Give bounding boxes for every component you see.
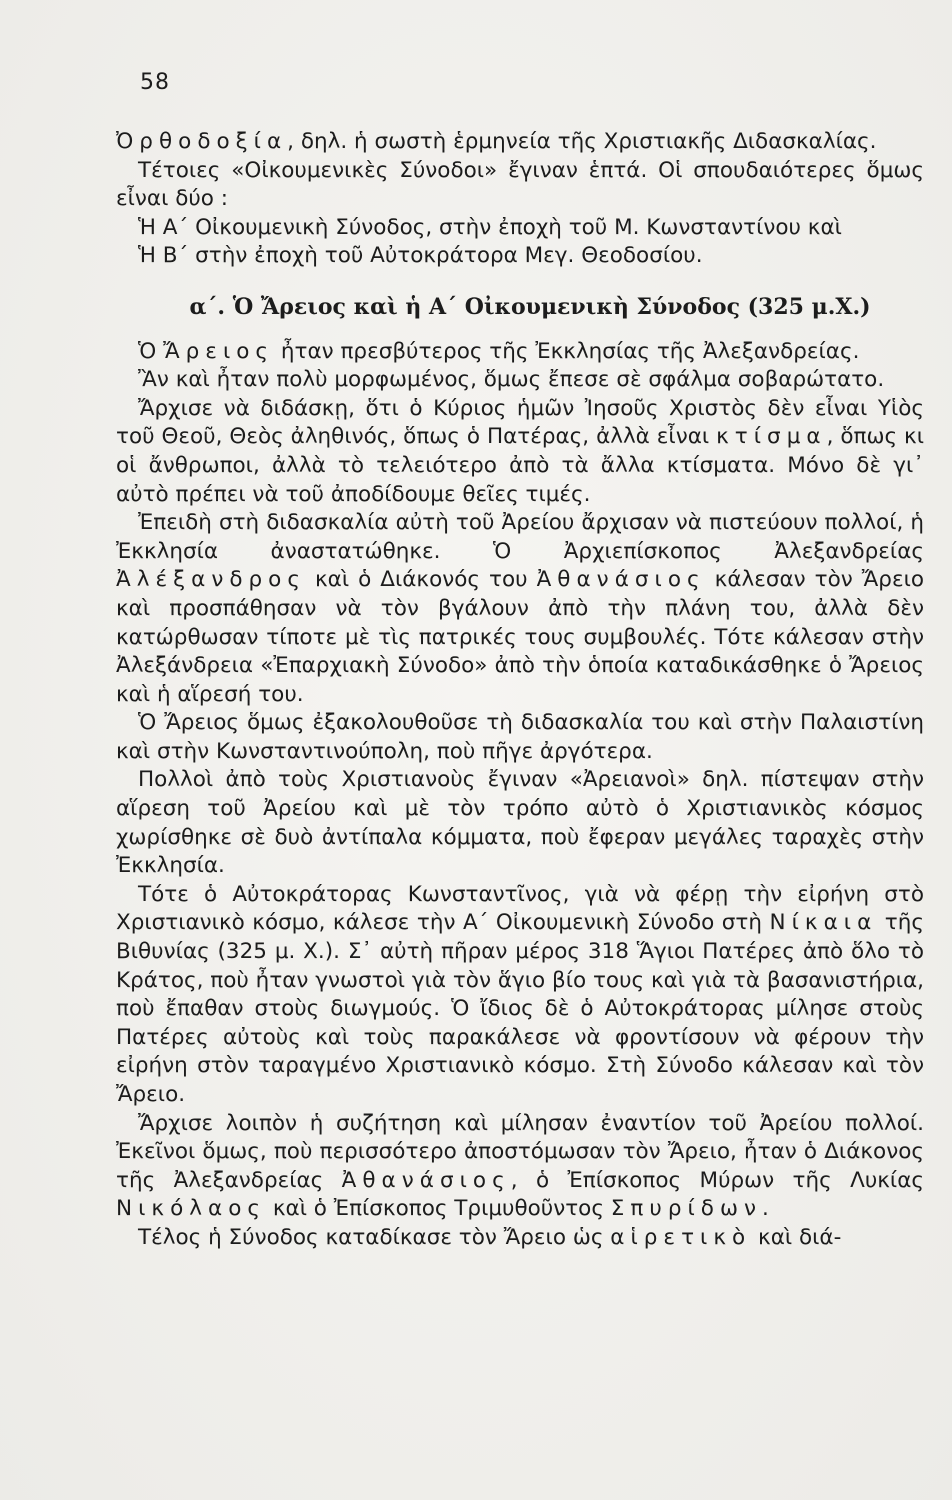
intro-paragraph-2: Τέτοιες «Οἰκουμενικὲς Σύνοδοι» ἔγιναν ἑπτά. Οἱ σπουδαιότερες ὅμως εἶναι δύο : bbox=[116, 157, 924, 212]
paragraph: Ὁ Ἄρειος ἦταν πρεσβύτερος τῆς Ἐκκλησίας τῆς Ἀλεξανδρείας. bbox=[138, 338, 860, 364]
paragraph: Τότε ὁ Αὐτοκράτορας Κωνσταντῖνος, γιὰ νὰ φέρῃ τὴν εἰρήνη στὸ Χριστιανικὸ κόσμο, κάλεσε τὴν Α΄ Οἰκουμενικὴ Σύνοδο στὴ Νίκαια τῆς Βιθυνίας (325 μ. Χ.). Σ᾽ αὐτὴ πῆραν μέρος 318 Ἅγιοι Πατέρες ἀπὸ ὅλο τὸ Κράτος, ποὺ ἦταν γνωστοὶ γιὰ τὸν ἅγιο βίο τους καὶ γιὰ τὰ βασανιστήρια, ποὺ ἔπαθαν στοὺς διωγμούς. Ὁ ἴδιος δὲ ὁ Αὐτοκράτορας μίλησε στοὺς Πατέρες αὐτοὺς καὶ τοὺς παρακάλεσε νὰ φροντίσουν νὰ φέρουν τὴν εἰρήνη στὸν ταραγμένο Χριστιανικὸ κόσμο. Στὴ Σύνοδο κάλεσαν καὶ τὸν Ἄρειο. bbox=[116, 881, 924, 1107]
paragraph: Πολλοὶ ἀπὸ τοὺς Χριστιανοὺς ἔγιναν «Ἀρειανοὶ» δηλ. πίστεψαν στὴν αἵρεση τοῦ Ἀρείου καὶ μὲ τὸν τρόπο αὐτὸ ὁ Χριστιανικὸς κόσμος χωρίσθηκε σὲ δυὸ ἀντίπαλα κόμματα, ποὺ ἔφεραν μεγάλες ταραχὲς στὴν Ἐκκλησία. bbox=[116, 767, 924, 879]
intro-item-2: Ἡ Β΄ στὴν ἐποχὴ τοῦ Αὐτοκράτορα Μεγ. Θεοδοσίου. bbox=[138, 243, 703, 269]
paragraph: Ἄρχισε νὰ διδάσκῃ, ὅτι ὁ Κύριος ἡμῶν Ἰησοῦς Χριστὸς δὲν εἶναι Υἱὸς τοῦ Θεοῦ, Θεὸς ἀληθινός, ὅπως ὁ Πατέρας, ἀλλὰ εἶναι κτίσμα, ὅπως κι οἱ ἄνθρωποι, ἀλλὰ τὸ τελειότερο ἀπὸ τὰ ἄλλα κτίσματα. Μόνο δὲ γι᾽ αὐτὸ πρέπει νὰ τοῦ ἀποδίδουμε θεῖες τιμές. bbox=[116, 395, 925, 507]
paragraph: Ἐπειδὴ στὴ διδασκαλία αὐτὴ τοῦ Ἀρείου ἄρχισαν νὰ πιστεύουν πολλοί, ἡ Ἐκκλησία ἀναστατώθηκε. Ὁ Ἀρχιεπίσκοπος Ἀλεξανδρείας Ἀλέξανδρος καὶ ὁ Διάκονός του Ἀθανάσιος κάλεσαν τὸν Ἄρειο καὶ προσπάθησαν νὰ τὸν βγάλουν ἀπὸ τὴν πλάνη του, ἀλλὰ δὲν κατώρθωσαν τίποτε μὲ τὶς πατρικές τους συμβουλές. Τότε κάλεσαν στὴν Ἀλεξάνδρεια «Ἐπαρχιακὴ Σύνοδο» ἀπὸ τὴν ὁποία καταδικάσθηκε ὁ Ἄρειος καὶ ἡ αἵρεσή του. bbox=[116, 510, 924, 707]
paragraph: Ἂν καὶ ἦταν πολὺ μορφωμένος, ὅμως ἔπεσε σὲ σφάλμα σοβαρώτατο. bbox=[138, 367, 885, 393]
spaced-term: Ὀρθοδοξία bbox=[116, 129, 288, 154]
section-heading: α΄. Ὁ Ἄρειος καὶ ἡ Α΄ Οἰκουμενικὴ Σύνοδος (325 μ.Χ.) bbox=[189, 293, 871, 320]
body-text bbox=[116, 128, 924, 1253]
paragraph: Ὁ Ἄρειος ὅμως ἐξακολουθοῦσε τὴ διδασκαλία του καὶ στὴν Παλαιστίνη καὶ στὴν Κωνσταντινούπολη, ποὺ πῆγε ἀργότερα. bbox=[116, 710, 924, 764]
paragraph: Ἄρχισε λοιπὸν ἡ συζήτηση καὶ μίλησαν ἐναντίον τοῦ Ἀρείου πολλοί. Ἐκεῖνοι ὅμως, ποὺ περισσότερο ἀποστόμωσαν τὸν Ἄρειο, ἦταν ὁ Διάκονος τῆς Ἀλεξανδρείας Ἀθανάσιος, ὁ Ἐπίσκοπος Μύρων τῆς Λυκίας Νικόλαος καὶ ὁ Ἐπίσκοπος Τριμυθοῦντος Σπυρίδων. bbox=[116, 1110, 924, 1222]
intro-paragraph-1: Ὀρθοδοξία, δηλ. ἡ σωστὴ ἑρμηνεία τῆς Χριστιακῆς Διδασκαλίας. bbox=[116, 129, 877, 154]
paragraph: Τέλος ἡ Σύνοδος καταδίκασε τὸν Ἄρειο ὡς αἱρετικὸ καὶ διά- bbox=[138, 1224, 842, 1250]
page-number: 58 bbox=[140, 70, 170, 95]
intro-item-1: Ἡ Α΄ Οἰκουμενικὴ Σύνοδος, στὴν ἐποχὴ τοῦ Μ. Κωνσταντίνου καὶ bbox=[138, 214, 842, 240]
